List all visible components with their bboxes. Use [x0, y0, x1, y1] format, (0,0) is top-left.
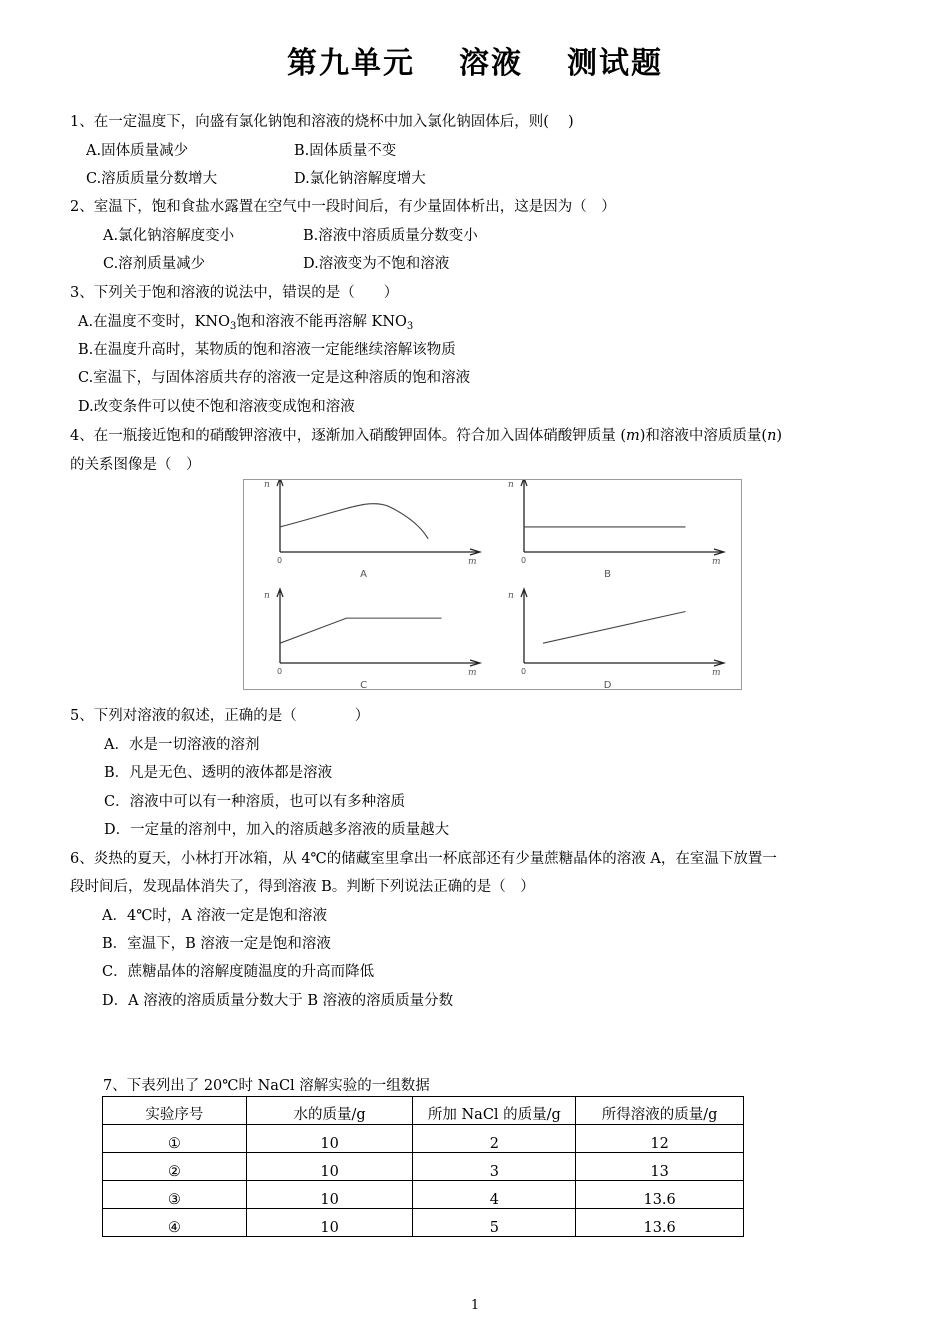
q4-graph-options [243, 479, 742, 690]
y-axis-label: n [508, 591, 514, 601]
q6-option-d: D．A 溶液的溶质质量分数大于 B 溶液的溶质质量分数 [102, 993, 454, 1009]
q4-stem-line1 [70, 426, 782, 446]
table-cell: 10 [246, 1209, 413, 1237]
q5-option-b: B．凡是无色、透明的液体都是溶液 [104, 765, 333, 781]
table-cell: 2 [413, 1125, 576, 1153]
q1-option-a [86, 141, 397, 161]
table-cell: 10 [246, 1153, 413, 1181]
graph-label: A [360, 569, 368, 580]
x-axis-label: m [712, 668, 721, 678]
graph-label: B [604, 569, 612, 580]
q7-stem: 7、下表列出了 20℃时 NaCl 溶解实验的一组数据 [103, 1078, 430, 1094]
table-cell: ④ [103, 1209, 247, 1237]
q1-stem: 1、在一定温度下，向盛有氯化钠饱和溶液的烧杯中加入氯化钠固体后，则( ) [70, 114, 574, 130]
table-cell: ② [103, 1153, 247, 1181]
q4-stem-line2: 的关系图像是（ ） [70, 457, 201, 473]
q6-option-c: C．蔗糖晶体的溶解度随温度的升高而降低 [102, 964, 375, 980]
table-cell: 4 [413, 1181, 576, 1209]
q2-stem: 2、室温下，饱和食盐水露置在空气中一段时间后，有少量固体析出，这是因为（ ） [70, 199, 616, 215]
q5-option-a: A．水是一切溶液的溶剂 [104, 737, 260, 753]
series-line-A [280, 504, 428, 539]
table-cell: 13.6 [576, 1209, 744, 1237]
table-header-row [103, 1097, 744, 1125]
option-text: A.固体质量减少 [86, 143, 189, 159]
table-header: 所加 NaCl 的质量/g [413, 1097, 576, 1125]
origin-label: 0 [277, 556, 283, 565]
table-cell: ① [103, 1125, 247, 1153]
q1-option-b: B.固体质量不变 [294, 143, 397, 159]
q6-option-b: B．室温下，B 溶液一定是饱和溶液 [102, 936, 331, 952]
var-n: n [767, 428, 777, 444]
table-row [103, 1209, 744, 1237]
page-number: 1 [470, 1298, 480, 1313]
table-cell: 5 [413, 1209, 576, 1237]
option-text: C.溶质质量分数增大 [86, 171, 218, 187]
table-header: 实验序号 [103, 1097, 247, 1125]
q5-stem: 5、下列对溶液的叙述，正确的是（ ） [70, 708, 370, 724]
origin-label: 0 [277, 667, 283, 676]
q3-option-b: B.在温度升高时，某物质的饱和溶液一定能继续溶解该物质 [78, 342, 456, 358]
option-text: A.氯化钠溶解度变小 [103, 228, 235, 244]
table-cell: 13 [576, 1153, 744, 1181]
table-header: 水的质量/g [246, 1097, 413, 1125]
stem-text: 4、在一瓶接近饱和的硝酸钾溶液中，逐渐加入硝酸钾固体。符合加入固体硝酸钾质量 ( [70, 428, 626, 444]
q1-option-d: D.氯化钠溶解度增大 [294, 171, 426, 187]
series-line-D [543, 612, 686, 644]
option-text: A.在温度不变时，KNO [78, 314, 230, 330]
subscript: 3 [406, 321, 414, 332]
title-part: 溶液 [459, 46, 523, 81]
page-title [0, 38, 950, 82]
subscript: 3 [230, 321, 237, 332]
table-header: 所得溶液的质量/g [576, 1097, 744, 1125]
q6-stem-line1: 6、炎热的夏天，小林打开冰箱，从 4℃的储藏室里拿出一杯底部还有少量蔗糖晶体的溶液 A，在室温下放置一 [70, 851, 777, 867]
q6-stem-line2: 段时间后，发现晶体消失了，得到溶液 B。判断下列说法正确的是（ ） [70, 879, 535, 895]
nacl-data-table [102, 1096, 744, 1237]
q6-option-a: A．4℃时，A 溶液一定是饱和溶液 [102, 908, 327, 924]
origin-label: 0 [521, 556, 527, 565]
q3-stem: 3、下列关于饱和溶液的说法中，错误的是（ ） [70, 285, 399, 301]
x-axis-label: m [468, 557, 477, 567]
table-cell: 13.6 [576, 1181, 744, 1209]
q3-option-d: D.改变条件可以使不饱和溶液变成饱和溶液 [78, 399, 355, 415]
stem-text: )和溶液中溶质质量( [639, 428, 768, 444]
graph-label: C [360, 680, 368, 689]
q2-option-d: D.溶液变为不饱和溶液 [303, 256, 450, 272]
table-row [103, 1125, 744, 1153]
q2-option-a [103, 226, 478, 246]
q2-option-c [103, 254, 450, 274]
x-axis-label: m [468, 668, 477, 678]
series-line-C [280, 618, 442, 643]
y-axis-label: n [508, 480, 514, 490]
stem-text: ) [776, 428, 783, 444]
table-cell: 10 [246, 1181, 413, 1209]
table-cell: 3 [413, 1153, 576, 1181]
title-part: 测试题 [567, 46, 663, 81]
title-part: 第九单元 [287, 46, 415, 81]
q5-option-d: D．一定量的溶剂中，加入的溶质越多溶液的质量越大 [104, 822, 450, 838]
graph-label: D [603, 680, 612, 689]
table-row [103, 1153, 744, 1181]
var-m: m [626, 428, 640, 444]
y-axis-label: n [264, 591, 270, 601]
q2-option-b: B.溶液中溶质质量分数变小 [303, 228, 478, 244]
option-text: 饱和溶液不能再溶解 KNO [236, 314, 407, 330]
option-text: C.溶剂质量减少 [103, 256, 206, 272]
origin-label: 0 [521, 667, 527, 676]
q3-option-a [78, 312, 413, 332]
table-row [103, 1181, 744, 1209]
q3-option-c: C.室温下，与固体溶质共存的溶液一定是这种溶质的饱和溶液 [78, 370, 471, 386]
q5-option-c: C．溶液中可以有一种溶质，也可以有多种溶质 [104, 794, 406, 810]
q1-option-c [86, 169, 426, 189]
table-cell: 10 [246, 1125, 413, 1153]
x-axis-label: m [712, 557, 721, 567]
table-cell: 12 [576, 1125, 744, 1153]
table-cell: ③ [103, 1181, 247, 1209]
y-axis-label: n [264, 480, 270, 490]
graphs-svg [244, 480, 741, 689]
